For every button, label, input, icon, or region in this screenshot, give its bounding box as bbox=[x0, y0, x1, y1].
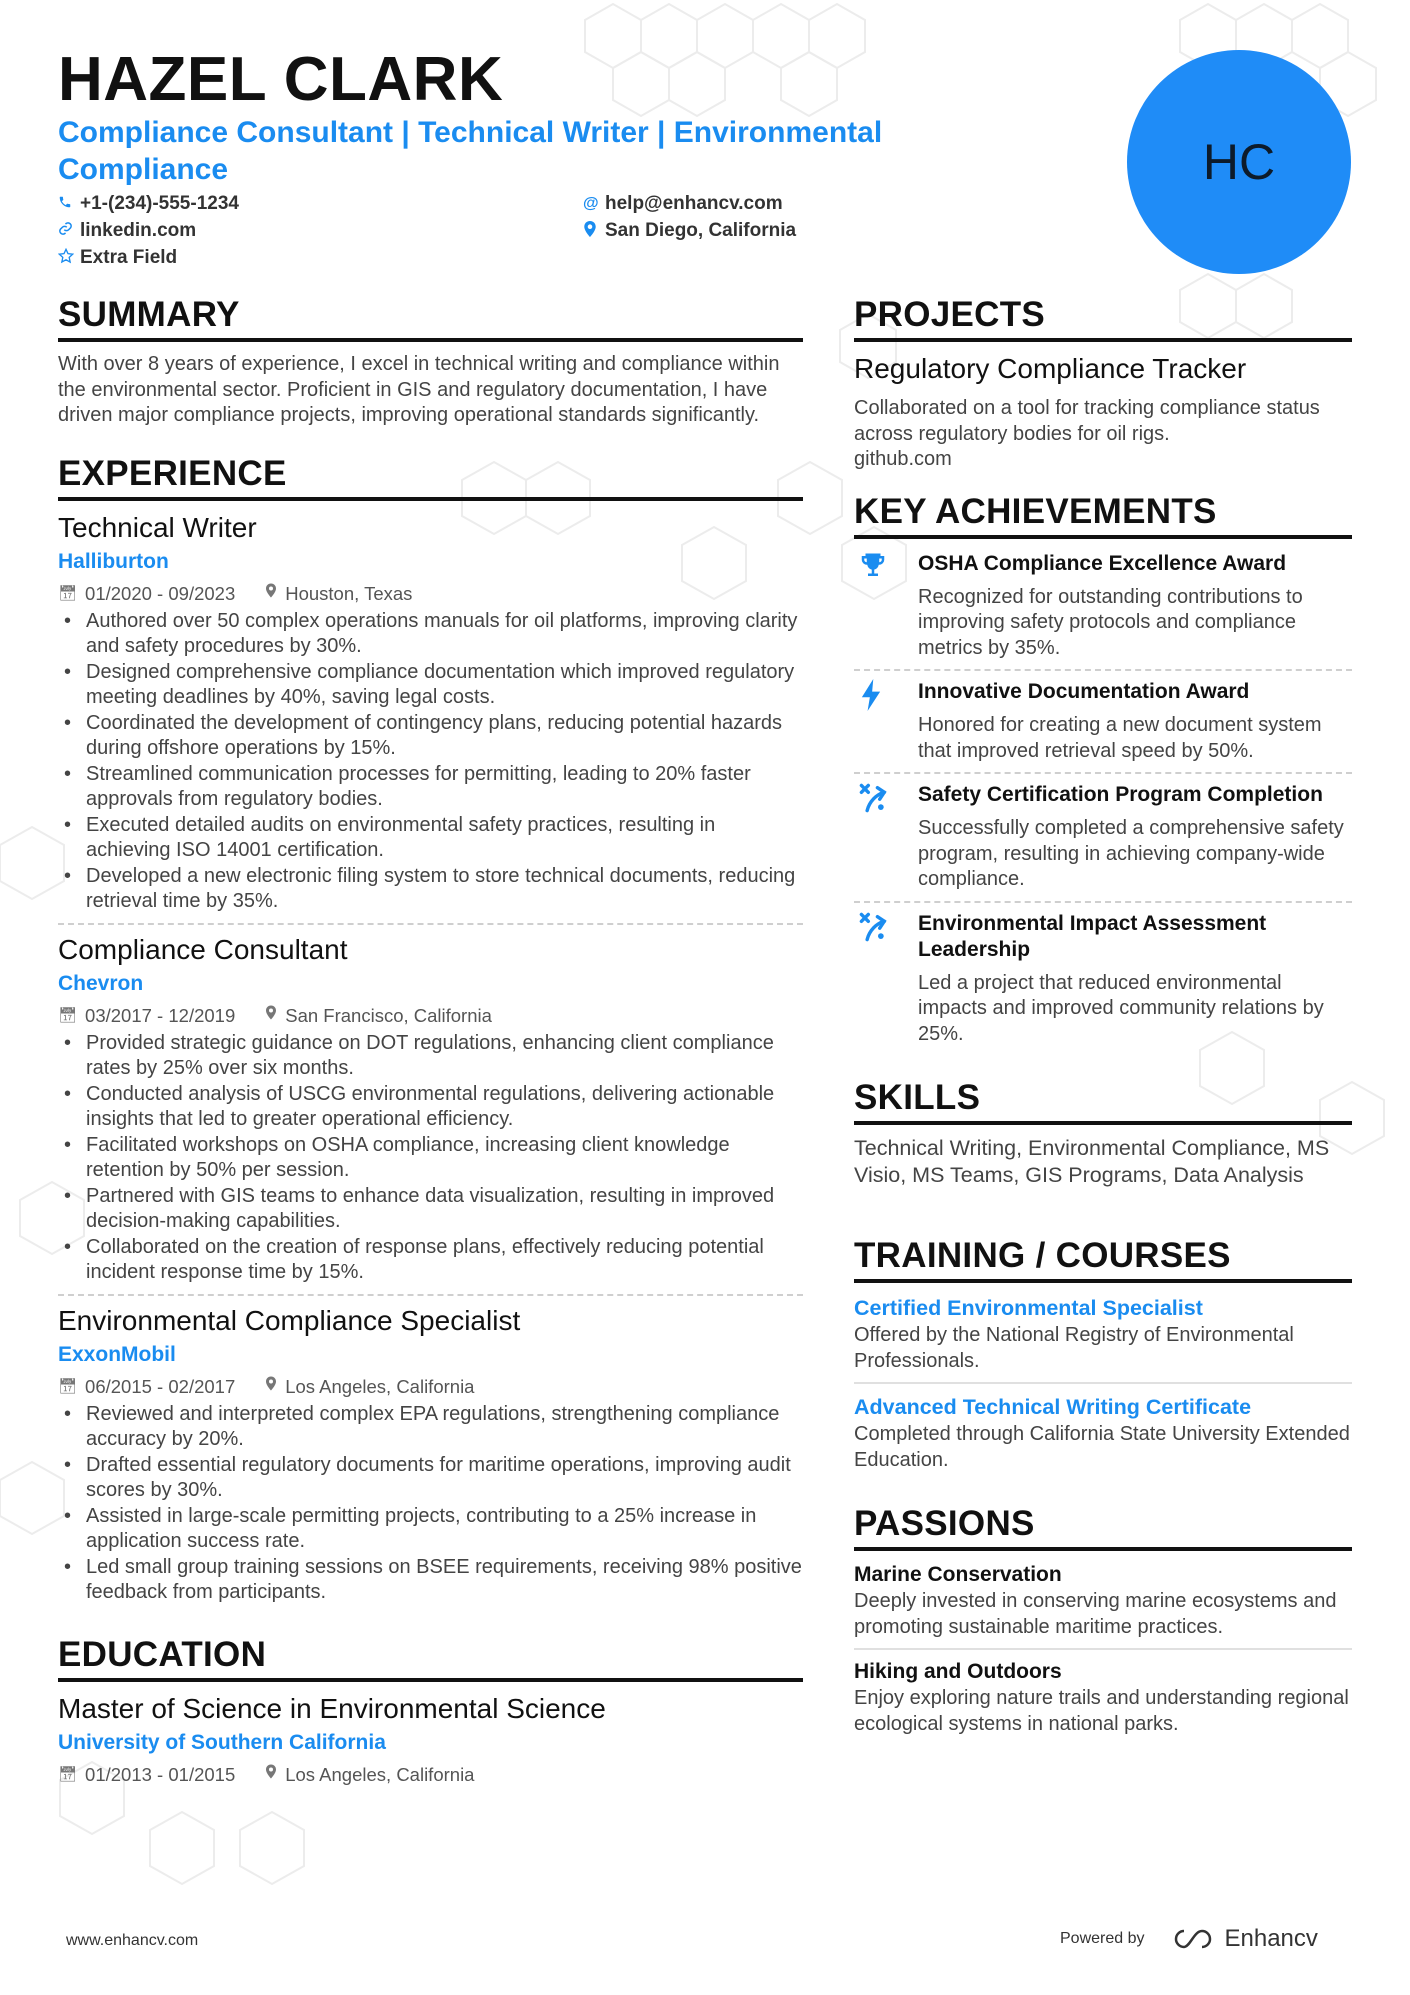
list-item: • Conducted analysis of USCG environmental regulations, delivering actionable insights that led to greater operational efficiency. bbox=[58, 1082, 803, 1133]
divider bbox=[854, 1382, 1352, 1384]
achievements-section bbox=[854, 491, 1352, 1056]
map-pin-icon bbox=[583, 221, 605, 242]
passion-description: Deeply invested in conserving marine ecosystems and promoting sustainable maritime practices. bbox=[854, 1590, 1337, 1638]
achievement-item bbox=[854, 774, 1352, 903]
experience-item bbox=[58, 511, 803, 915]
infinity-icon bbox=[1173, 1928, 1217, 1950]
list-item: • Led small group training sessions on BSEE requirements, receiving 98% positive feedback from participants. bbox=[58, 1555, 803, 1606]
projects-title: PROJECTS bbox=[854, 294, 1352, 342]
summary-section bbox=[58, 294, 803, 429]
experience-item bbox=[58, 933, 803, 1286]
divider bbox=[58, 1294, 803, 1296]
passion-description: Enjoy exploring nature trails and understanding regional ecological systems in national parks. bbox=[854, 1687, 1349, 1735]
job-dates: 01/2020 - 09/2023 bbox=[85, 582, 236, 604]
footer-branding bbox=[1060, 1925, 1318, 1953]
course-name: Certified Environmental Specialist bbox=[854, 1296, 1203, 1320]
achievement-title: OSHA Compliance Excellence Award bbox=[918, 551, 1287, 575]
email-text: help@enhancv.com bbox=[605, 193, 783, 214]
education-title: EDUCATION bbox=[58, 1634, 803, 1682]
passion-item bbox=[854, 1561, 1352, 1640]
achievement-description: Led a project that reduced environmental impacts and improved community relations by 25%. bbox=[918, 971, 1324, 1045]
calendar-icon: 📅︎ bbox=[58, 1765, 78, 1783]
course-item bbox=[854, 1392, 1352, 1473]
passions-section bbox=[854, 1503, 1352, 1737]
job-title: Environmental Compliance Specialist bbox=[58, 1304, 521, 1336]
education-location: Los Angeles, California bbox=[285, 1763, 475, 1785]
divider bbox=[854, 1648, 1352, 1650]
contact-linkedin[interactable] bbox=[58, 220, 196, 242]
projects-section bbox=[854, 294, 1352, 473]
education-meta bbox=[58, 1762, 803, 1788]
list-item: • Developed a new electronic filing system to store technical documents, reducing retrieval time by 35%. bbox=[58, 864, 803, 915]
avatar-initials: HC bbox=[1202, 134, 1276, 190]
avatar bbox=[1127, 50, 1351, 274]
link-icon bbox=[58, 221, 80, 241]
powered-by-text: Powered by bbox=[1060, 1930, 1145, 1947]
map-pin-icon bbox=[265, 1762, 277, 1788]
job-bullets bbox=[58, 1402, 803, 1606]
job-meta bbox=[58, 1003, 803, 1029]
course-item bbox=[854, 1293, 1352, 1374]
achievement-title: Innovative Documentation Award bbox=[918, 680, 1250, 703]
strategy-icon bbox=[854, 911, 918, 1048]
job-location: San Francisco, California bbox=[285, 1004, 492, 1026]
school-name[interactable]: University of Southern California bbox=[58, 1730, 386, 1754]
divider bbox=[58, 923, 803, 925]
list-item: • Collaborated on the creation of response plans, effectively reducing potential incident response time by 15%. bbox=[58, 1235, 803, 1286]
list-item: • Designed comprehensive compliance documentation which improved regulatory meeting deadlines by 40%, saving legal costs. bbox=[58, 660, 803, 711]
strategy-icon bbox=[854, 782, 918, 893]
education-dates: 01/2013 - 01/2015 bbox=[85, 1763, 236, 1785]
training-title: TRAINING / COURSES bbox=[854, 1235, 1352, 1283]
linkedin-text: linkedin.com bbox=[80, 220, 197, 241]
enhancv-logo[interactable] bbox=[1173, 1925, 1318, 1953]
achievement-title: Safety Certification Program Completion bbox=[918, 783, 1323, 806]
map-pin-icon bbox=[265, 581, 277, 607]
company-name[interactable]: Halliburton bbox=[58, 549, 169, 573]
job-meta bbox=[58, 581, 803, 607]
company-name[interactable]: Chevron bbox=[58, 971, 144, 995]
achievement-description: Successfully completed a comprehensive safety program, resulting in achieving company-wide compliance. bbox=[918, 817, 1344, 890]
project-description: Collaborated on a tool for tracking compliance status across regulatory bodies for oil rigs. bbox=[854, 397, 1320, 445]
course-description: Offered by the National Registry of Environmental Professionals. bbox=[854, 1324, 1294, 1372]
trophy-icon bbox=[854, 551, 918, 662]
list-item: • Facilitated workshops on OSHA compliance, increasing client knowledge retention by 50% per session. bbox=[58, 1133, 803, 1184]
phone-text: +1-(234)-555-1234 bbox=[80, 193, 239, 214]
passions-title: PASSIONS bbox=[854, 1503, 1352, 1551]
calendar-icon: 📅︎ bbox=[58, 584, 78, 602]
experience-item bbox=[58, 1304, 803, 1606]
contact-phone[interactable] bbox=[58, 193, 239, 215]
training-section bbox=[854, 1235, 1352, 1473]
achievement-description: Recognized for outstanding contributions to improving safety protocols and compliance metrics by 35%. bbox=[918, 585, 1303, 659]
project-link[interactable]: github.com bbox=[854, 448, 952, 470]
map-pin-icon bbox=[265, 1003, 277, 1029]
footer-website[interactable]: www.enhancv.com bbox=[66, 1932, 199, 1949]
list-item: • Partnered with GIS teams to enhance data visualization, resulting in improved decision-making capabilities. bbox=[58, 1184, 803, 1235]
course-name: Advanced Technical Writing Certificate bbox=[854, 1395, 1252, 1419]
lightning-icon bbox=[854, 679, 918, 764]
list-item: • Provided strategic guidance on DOT regulations, enhancing client compliance rates by 25% over six months. bbox=[58, 1031, 803, 1082]
list-item: • Drafted essential regulatory documents for maritime operations, improving audit scores by 30%. bbox=[58, 1453, 803, 1504]
achievement-description: Honored for creating a new document system that improved retrieval speed by 50%. bbox=[918, 714, 1322, 762]
summary-title: SUMMARY bbox=[58, 294, 803, 342]
experience-section bbox=[58, 453, 803, 1606]
education-section bbox=[58, 1634, 803, 1788]
job-dates: 06/2015 - 02/2017 bbox=[85, 1375, 236, 1397]
calendar-icon: 📅︎ bbox=[58, 1377, 78, 1395]
location-text: San Diego, California bbox=[605, 220, 797, 241]
achievement-item bbox=[854, 543, 1352, 672]
list-item: • Streamlined communication processes for permitting, leading to 20% faster approvals from regulatory bodies. bbox=[58, 762, 803, 813]
experience-title: EXPERIENCE bbox=[58, 453, 803, 501]
contact-extra bbox=[58, 247, 177, 269]
job-bullets bbox=[58, 609, 803, 915]
skills-title: SKILLS bbox=[854, 1077, 1352, 1125]
phone-icon bbox=[58, 195, 80, 214]
passion-name: Marine Conservation bbox=[854, 1563, 1062, 1586]
project-name: Regulatory Compliance Tracker bbox=[854, 353, 1247, 384]
job-title: Compliance Consultant bbox=[58, 933, 348, 965]
star-icon bbox=[58, 248, 80, 269]
job-location: Los Angeles, California bbox=[285, 1375, 475, 1397]
achievement-item bbox=[854, 903, 1352, 1056]
summary-text: With over 8 years of experience, I excel in technical writing and compliance within the environmental sector. Proficient in GIS and regulatory documentation, I have driven major compliance projects, improving operational standards significantly. bbox=[58, 353, 780, 426]
list-item: • Reviewed and interpreted complex EPA regulations, strengthening compliance accuracy by 20%. bbox=[58, 1402, 803, 1453]
candidate-name: HAZEL CLARK bbox=[58, 45, 504, 114]
map-pin-icon bbox=[265, 1374, 277, 1400]
skills-text: Technical Writing, Environmental Compliance, MS Visio, MS Teams, GIS Programs, Data Analysis bbox=[854, 1136, 1330, 1187]
job-meta bbox=[58, 1374, 803, 1400]
company-name[interactable]: ExxonMobil bbox=[58, 1342, 176, 1366]
brand-name: Enhancv bbox=[1224, 1925, 1318, 1952]
achievement-item bbox=[854, 671, 1352, 774]
degree-title: Master of Science in Environmental Science bbox=[58, 1692, 606, 1724]
skills-section bbox=[854, 1077, 1352, 1189]
job-bullets bbox=[58, 1031, 803, 1286]
extra-field-text: Extra Field bbox=[80, 247, 178, 268]
achievement-title: Environmental Impact Assessment Leadership bbox=[918, 911, 1267, 961]
job-title: Technical Writer bbox=[58, 511, 257, 543]
course-description: Completed through California State University Extended Education. bbox=[854, 1423, 1350, 1471]
left-column bbox=[58, 294, 803, 1788]
achievements-title: KEY ACHIEVEMENTS bbox=[854, 491, 1352, 539]
calendar-icon: 📅︎ bbox=[58, 1006, 78, 1024]
passion-name: Hiking and Outdoors bbox=[854, 1660, 1062, 1683]
job-location: Houston, Texas bbox=[285, 582, 413, 604]
list-item: • Executed detailed audits on environmental safety practices, resulting in achieving ISO 14001 certification. bbox=[58, 813, 803, 864]
list-item: • Assisted in large-scale permitting projects, contributing to a 25% increase in application success rate. bbox=[58, 1504, 803, 1555]
passion-item bbox=[854, 1658, 1352, 1737]
contact-email[interactable] bbox=[583, 193, 783, 215]
list-item: • Authored over 50 complex operations manuals for oil platforms, improving clarity and safety procedures by 30%. bbox=[58, 609, 803, 660]
contact-location bbox=[583, 220, 796, 242]
job-dates: 03/2017 - 12/2019 bbox=[85, 1004, 236, 1026]
candidate-headline: Compliance Consultant | Technical Writer | Environmental Compliance bbox=[58, 116, 883, 186]
at-sign-icon: @ bbox=[583, 195, 599, 212]
right-column bbox=[854, 294, 1352, 1737]
list-item: • Coordinated the development of contingency plans, reducing potential hazards during offshore operations by 15%. bbox=[58, 711, 803, 762]
